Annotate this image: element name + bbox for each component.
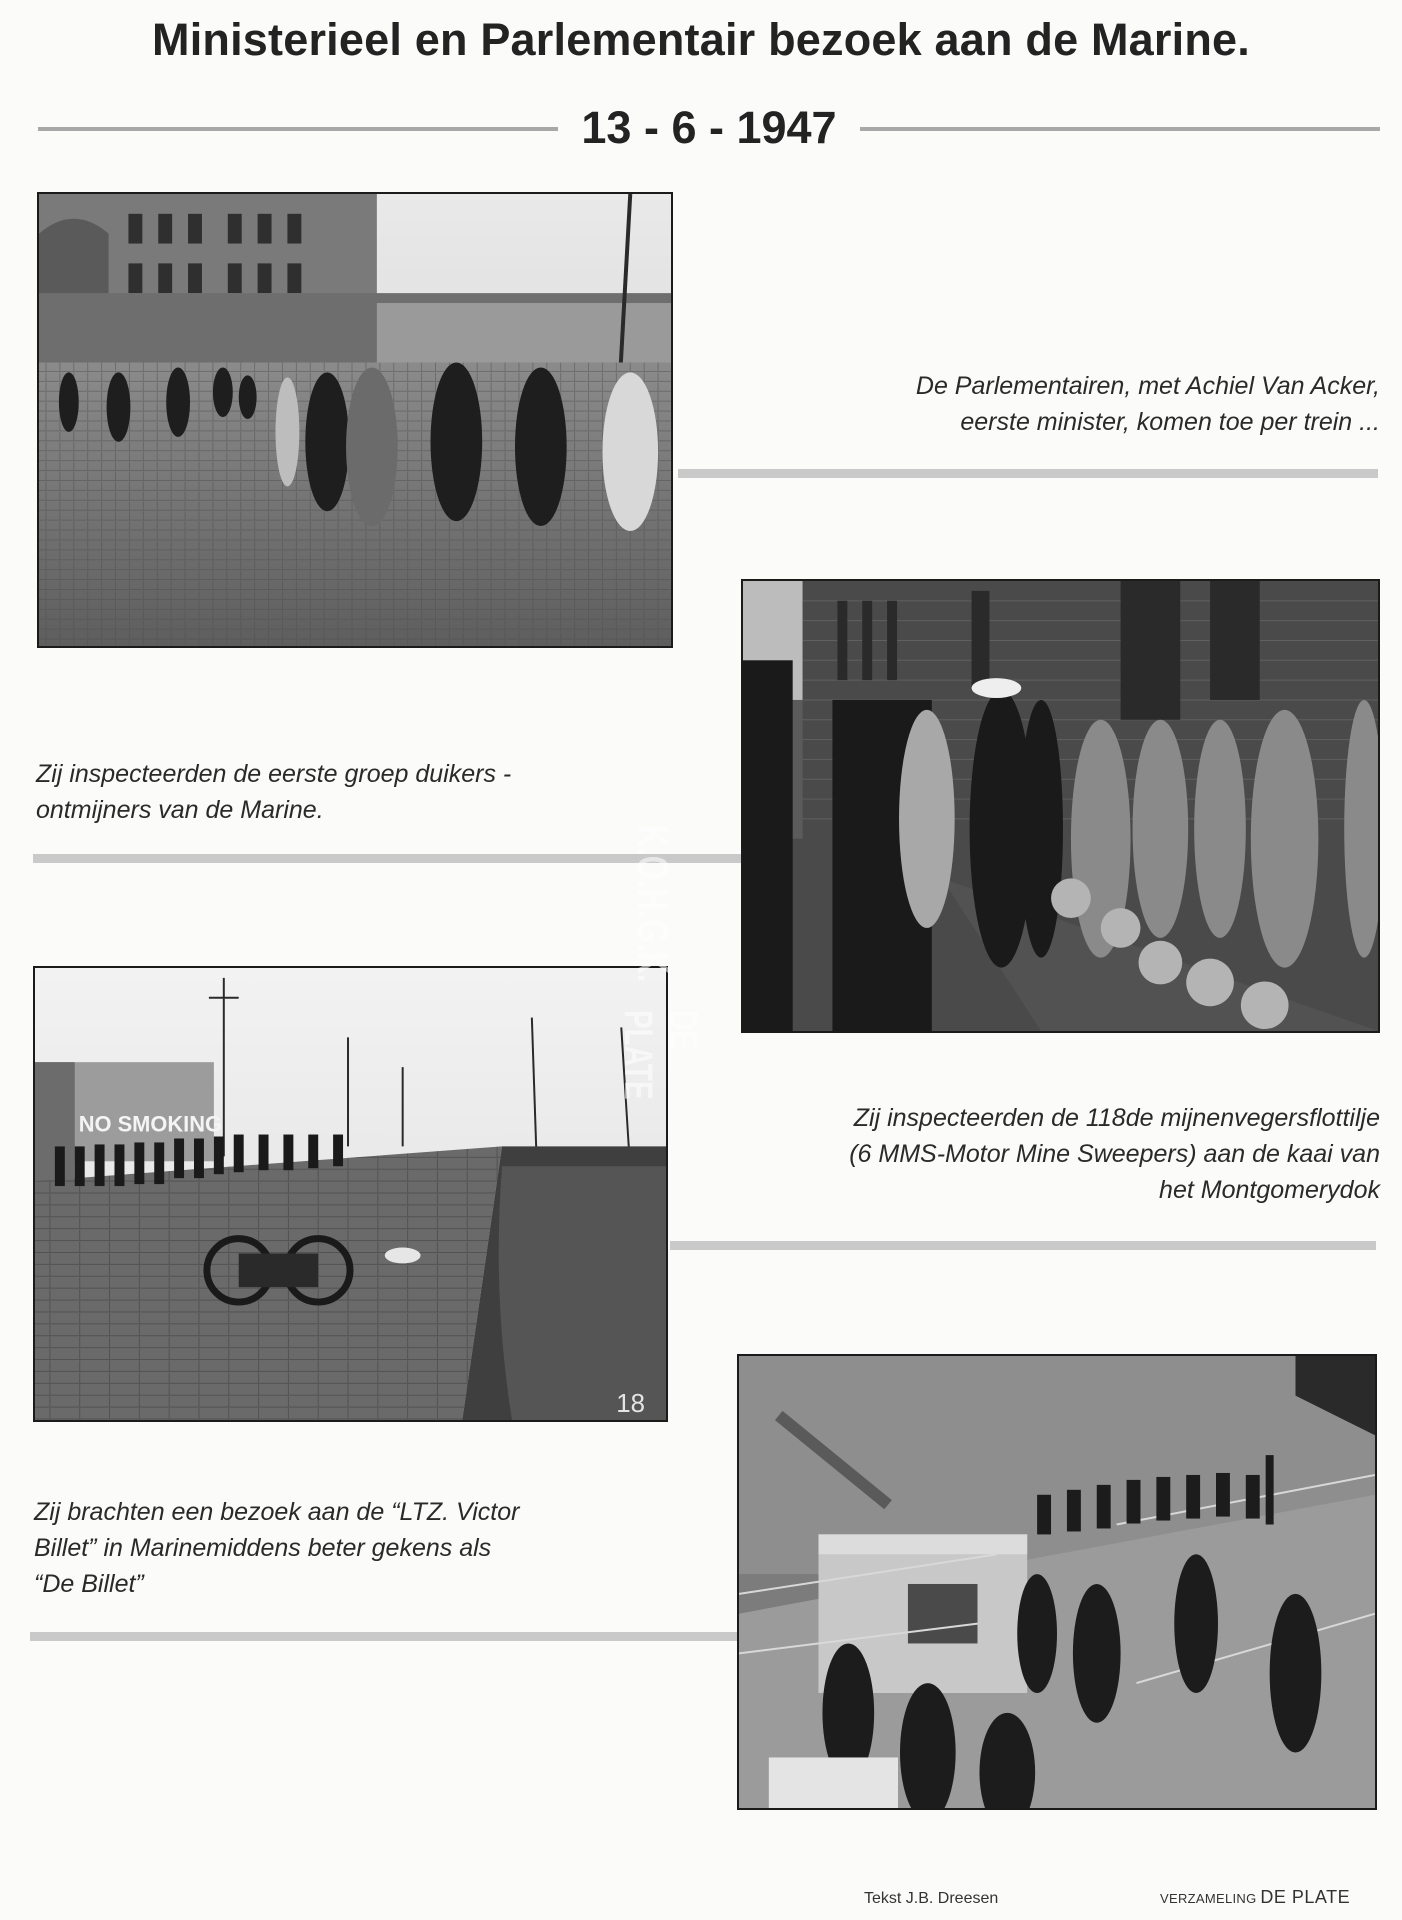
caption-line: Billet” in Marinemiddens beter gekens als bbox=[34, 1534, 492, 1562]
caption-line: “De Billet” bbox=[34, 1570, 144, 1598]
caption-rule bbox=[678, 469, 1378, 478]
rule-right bbox=[860, 127, 1380, 131]
author-credit: Tekst J.B. Dreesen bbox=[864, 1890, 999, 1907]
caption-line: (6 MMS-Motor Mine Sweepers) aan de kaai van bbox=[849, 1140, 1380, 1168]
caption-1 bbox=[700, 368, 1380, 440]
date-divider bbox=[38, 102, 1380, 153]
caption-line: Zij brachten een bezoek aan de “LTZ. Victor bbox=[34, 1498, 520, 1526]
caption-line: het Montgomerydok bbox=[1159, 1176, 1380, 1204]
watermark-line: K.O.H.G.K. bbox=[628, 825, 677, 983]
page-date: 13 - 6 - 1947 bbox=[581, 102, 837, 153]
page-title: Ministerieel en Parlementair bezoek aan de Marine. bbox=[152, 14, 1250, 65]
caption-line: Zij inspecteerden de eerste groep duikers - bbox=[36, 760, 512, 788]
station-square-photo bbox=[37, 192, 673, 648]
watermark-line: DE PLATE bbox=[616, 1010, 705, 1100]
hull-number: 18 bbox=[616, 1390, 646, 1419]
caption-3 bbox=[690, 1100, 1380, 1208]
caption-2 bbox=[36, 756, 676, 828]
caption-rule bbox=[30, 1632, 737, 1641]
caption-line: ontmijners van de Marine. bbox=[36, 796, 324, 824]
caption-line: eerste minister, komen toe per trein ... bbox=[960, 408, 1380, 436]
caption-line: Zij inspecteerden de 118de mijnenvegersflottilje bbox=[853, 1104, 1380, 1132]
no-smoking-sign: NO SMOKING bbox=[78, 1111, 223, 1137]
caption-4 bbox=[34, 1494, 714, 1602]
divers-inspection-photo bbox=[741, 579, 1380, 1033]
collection-name: DE PLATE bbox=[1260, 1887, 1351, 1907]
caption-rule bbox=[670, 1241, 1376, 1250]
quay-minesweepers-photo bbox=[33, 966, 668, 1422]
ship-deck-photo bbox=[737, 1354, 1377, 1810]
rule-left bbox=[38, 127, 558, 131]
caption-line: De Parlementairen, met Achiel Van Acker, bbox=[915, 372, 1380, 400]
collection-credit bbox=[1160, 1887, 1350, 1908]
collection-prefix: VERZAMELING bbox=[1160, 1891, 1257, 1906]
